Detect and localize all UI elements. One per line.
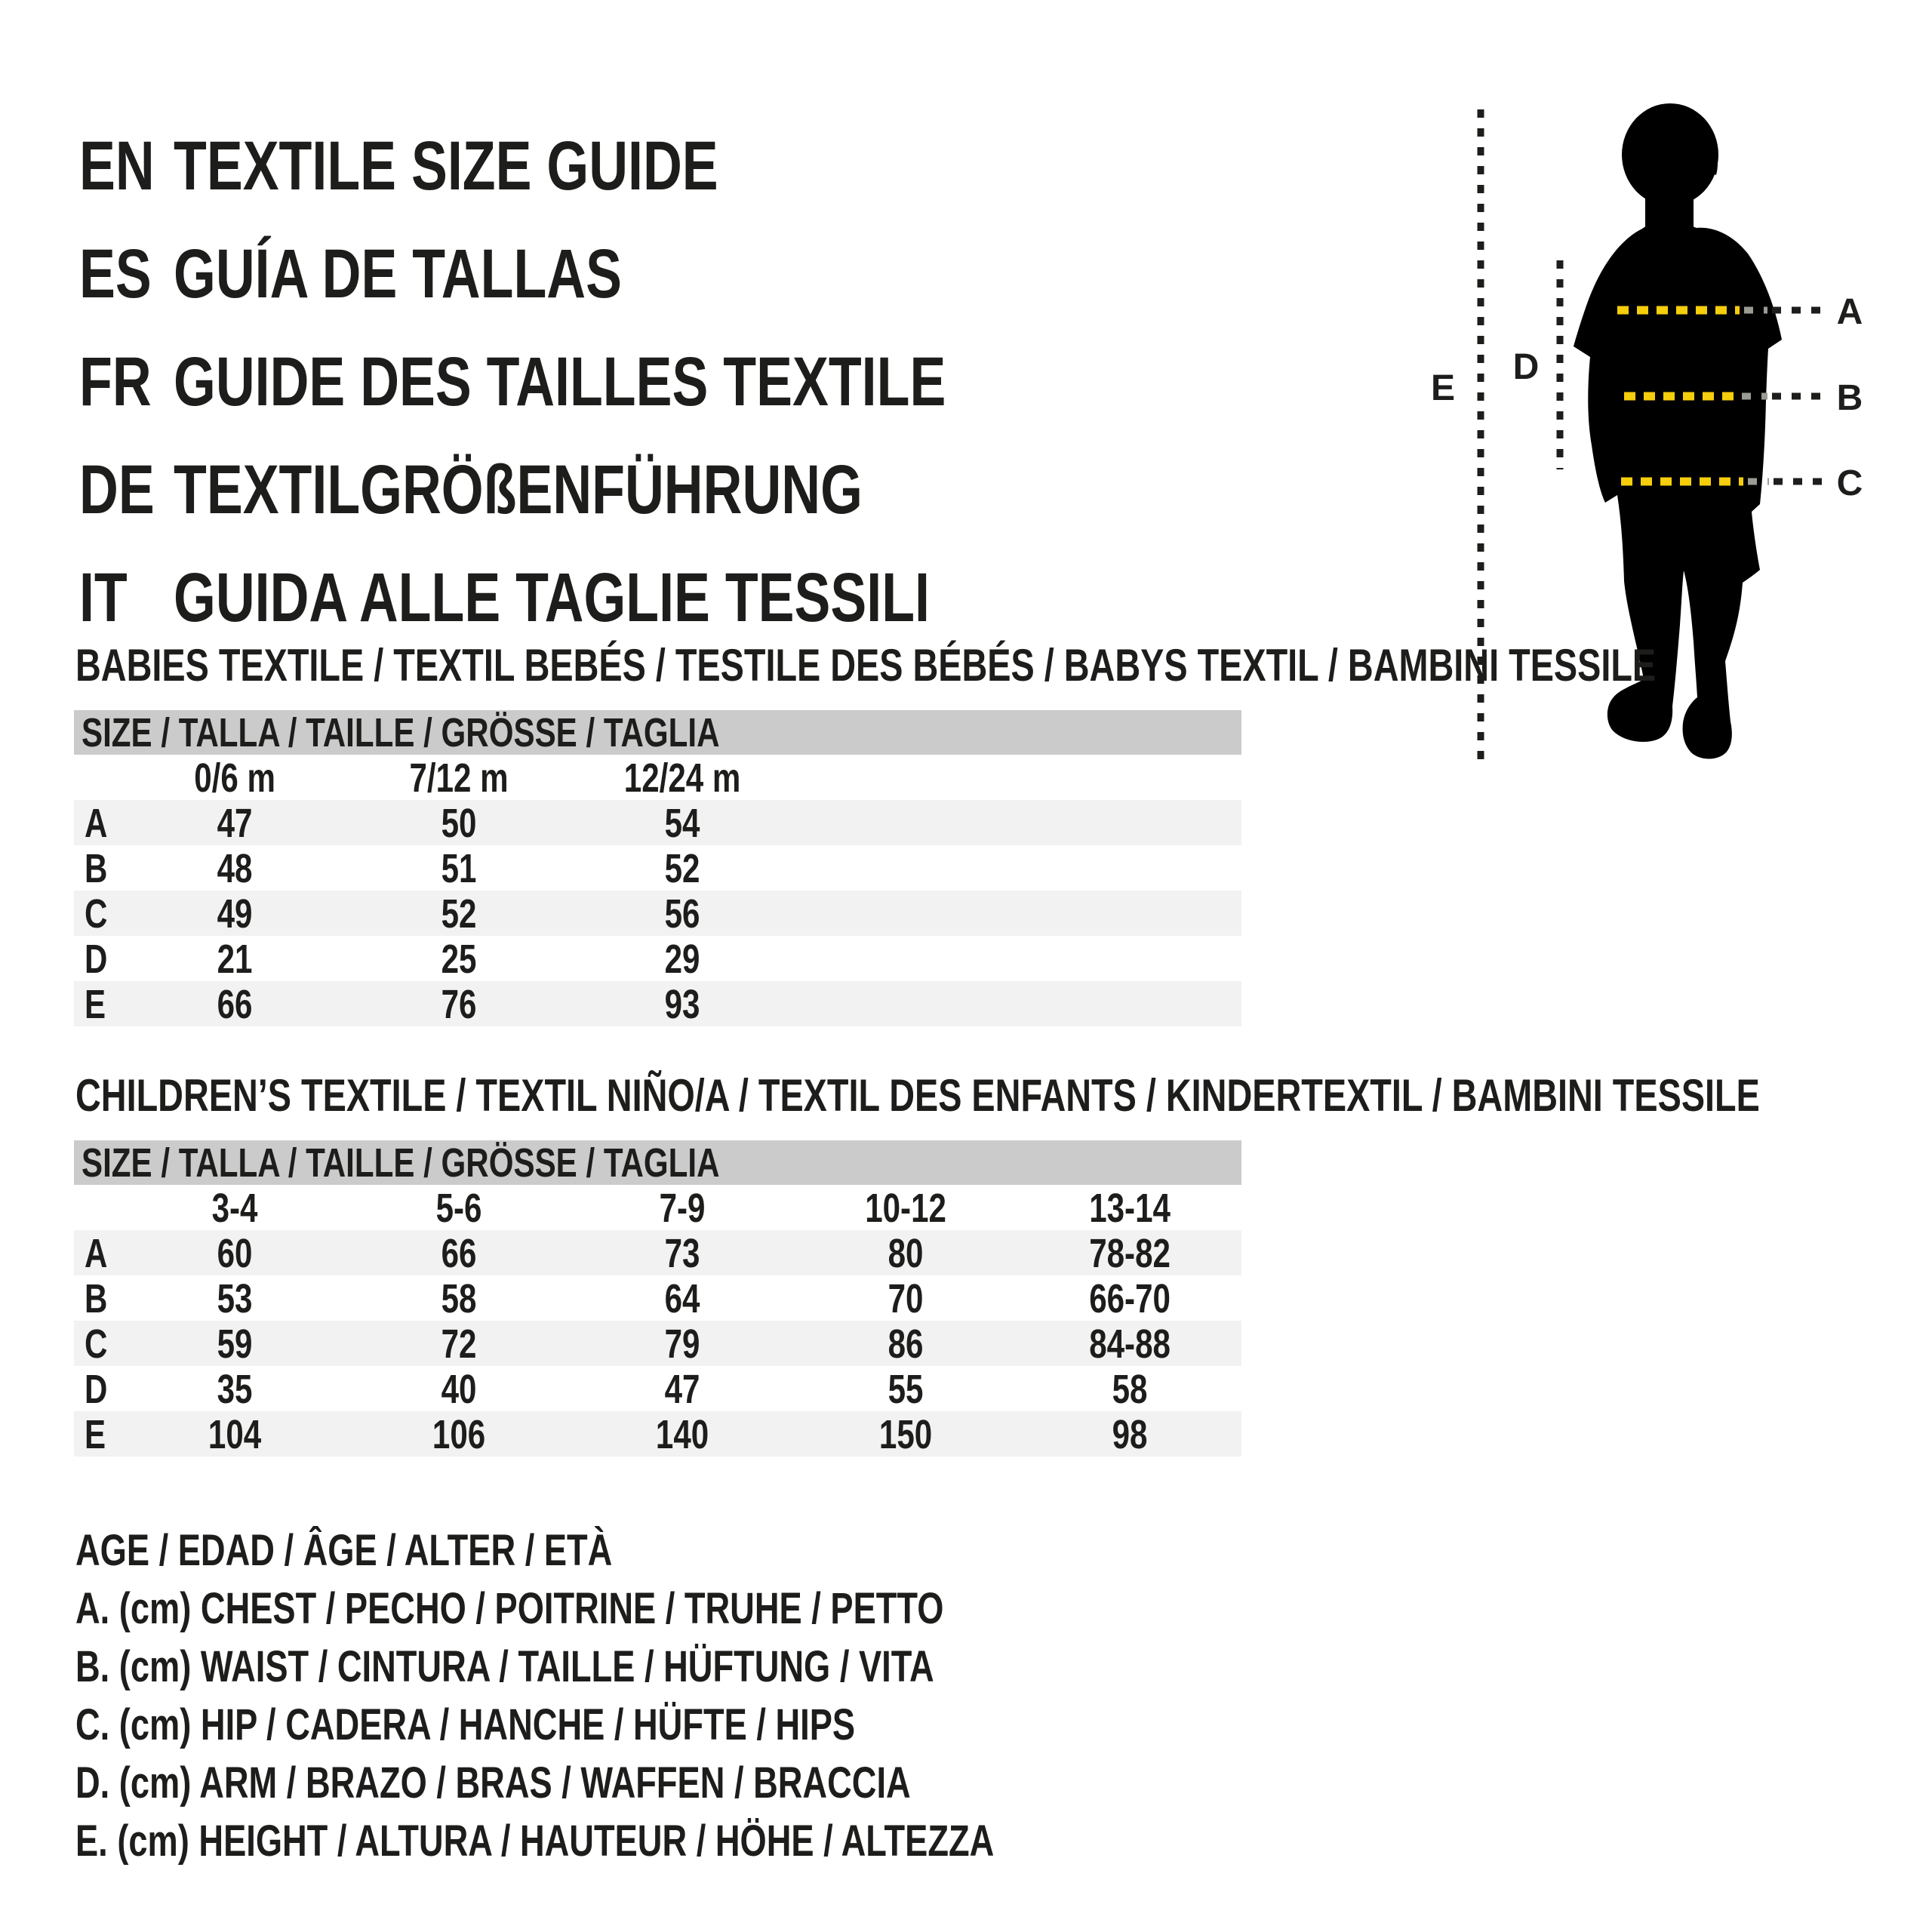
table-cell: 140 <box>655 1412 709 1457</box>
table-row <box>74 1366 1241 1411</box>
table-cell: 79 <box>664 1321 700 1367</box>
column-header: 10-12 <box>865 1186 947 1231</box>
table-cell: 80 <box>888 1231 924 1276</box>
babies-section-heading: BABIES TEXTILE / TEXTIL BEBÉS / TESTILE DES BÉBÉS / BABYS TEXTIL / BAMBINI TESSILE <box>75 640 1657 691</box>
language-row <box>79 544 1164 652</box>
table-cell: 40 <box>441 1367 477 1412</box>
legend-line-chest: A. (cm) CHEST / PECHO / POITRINE / TRUHE / PETTO <box>75 1584 944 1633</box>
row-label: E <box>85 982 106 1027</box>
column-header-row <box>74 1185 1241 1230</box>
legend-line-height: E. (cm) HEIGHT / ALTURA / HAUTEUR / HÖHE / ALTEZZA <box>75 1817 995 1866</box>
table-cell: 150 <box>879 1412 933 1457</box>
table-cell: 60 <box>217 1231 253 1276</box>
language-code: EN <box>79 128 155 205</box>
chest-label: A <box>1836 292 1863 332</box>
table-cell: 53 <box>217 1276 253 1321</box>
language-title: TEXTILE SIZE GUIDE <box>174 128 718 205</box>
children-section-heading: CHILDREN’S TEXTILE / TEXTIL NIÑO/A / TEXTIL DES ENFANTS / KINDERTEXTIL / BAMBINI TESSILE <box>75 1070 1760 1121</box>
table-cell: 54 <box>664 801 700 846</box>
table-cell: 51 <box>441 846 477 891</box>
table-cell: 93 <box>664 982 700 1027</box>
table-cell: 52 <box>441 891 477 937</box>
column-header: 3-4 <box>211 1186 258 1231</box>
table-cell: 86 <box>888 1321 924 1367</box>
table-cell: 104 <box>208 1412 262 1457</box>
legend-line-age: AGE / EDAD / ÂGE / ALTER / ETÀ <box>75 1526 613 1575</box>
language-title: GUIDE DES TAILLES TEXTILE <box>174 343 946 420</box>
column-header: 7-9 <box>659 1186 706 1231</box>
table-cell: 29 <box>664 937 700 982</box>
table-cell: 66 <box>217 982 253 1027</box>
table-row <box>74 800 1241 845</box>
table-row <box>74 936 1241 981</box>
table-cell: 21 <box>217 937 253 982</box>
column-header: 13-14 <box>1088 1186 1171 1231</box>
row-label: A <box>85 801 108 846</box>
table-cell: 98 <box>1112 1412 1148 1457</box>
table-cell: 58 <box>1112 1367 1148 1412</box>
language-row <box>79 328 1164 436</box>
arm-label: D <box>1512 347 1540 387</box>
table-row <box>74 1230 1241 1275</box>
language-row <box>79 436 1164 544</box>
row-label: B <box>85 1276 108 1321</box>
table-cell: 64 <box>664 1276 700 1321</box>
legend-line-hip: C. (cm) HIP / CADERA / HANCHE / HÜFTE / HIPS <box>75 1700 856 1749</box>
table-row <box>74 1275 1241 1321</box>
table-cell: 72 <box>441 1321 477 1367</box>
size-bar: SIZE / TALLA / TAILLE / GRÖSSE / TAGLIA <box>74 710 1241 755</box>
table-cell: 25 <box>441 937 477 982</box>
legend-line-waist: B. (cm) WAIST / CINTURA / TAILLE / HÜFTUNG / VITA <box>75 1642 934 1691</box>
language-list <box>79 112 1164 652</box>
table-cell: 35 <box>217 1367 253 1412</box>
table-row <box>74 1321 1241 1366</box>
table-cell: 52 <box>664 846 700 891</box>
height-label: E <box>1430 368 1456 408</box>
table-cell: 58 <box>441 1276 477 1321</box>
table-cell: 47 <box>664 1367 700 1412</box>
row-label: A <box>85 1231 108 1276</box>
row-label: B <box>85 846 108 891</box>
language-code: ES <box>79 235 152 312</box>
row-label: C <box>85 891 108 937</box>
row-label: D <box>85 937 108 982</box>
table-row <box>74 891 1241 936</box>
table-cell: 84-88 <box>1088 1321 1171 1367</box>
language-code: DE <box>79 451 155 528</box>
column-header: 12/24 m <box>623 755 741 801</box>
table-cell: 78-82 <box>1088 1231 1171 1276</box>
size-bar: SIZE / TALLA / TAILLE / GRÖSSE / TAGLIA <box>74 1140 1241 1185</box>
table-cell: 66-70 <box>1088 1276 1171 1321</box>
table-cell: 47 <box>217 801 253 846</box>
language-code: FR <box>79 343 152 420</box>
table-cell: 56 <box>664 891 700 937</box>
table-cell: 66 <box>441 1231 477 1276</box>
table-cell: 73 <box>664 1231 700 1276</box>
language-title: TEXTILGRÖßENFÜHRUNG <box>174 451 863 528</box>
language-code: IT <box>79 559 128 636</box>
row-label: E <box>85 1412 106 1457</box>
language-row <box>79 220 1164 328</box>
table-cell: 50 <box>441 801 477 846</box>
table-row <box>74 1411 1241 1457</box>
column-header: 5-6 <box>435 1186 482 1231</box>
table-cell: 48 <box>217 846 253 891</box>
waist-label: B <box>1836 378 1863 418</box>
language-title: GUIDA ALLE TAGLIE TESSILI <box>174 559 930 636</box>
table-row <box>74 845 1241 891</box>
language-title: GUÍA DE TALLAS <box>174 235 622 312</box>
children-size-table <box>74 1140 1241 1457</box>
legend-line-arm: D. (cm) ARM / BRAZO / BRAS / WAFFEN / BRACCIA <box>75 1758 911 1807</box>
table-cell: 59 <box>217 1321 253 1367</box>
table-row <box>74 981 1241 1026</box>
row-label: C <box>85 1321 108 1367</box>
row-label: D <box>85 1367 108 1412</box>
column-header-row <box>74 755 1241 800</box>
language-row <box>79 112 1164 220</box>
column-header: 0/6 m <box>194 755 276 801</box>
hip-label: C <box>1836 463 1863 503</box>
table-cell: 55 <box>888 1367 924 1412</box>
table-cell: 49 <box>217 891 253 937</box>
table-cell: 76 <box>441 982 477 1027</box>
babies-size-table <box>74 710 1241 1026</box>
column-header: 7/12 m <box>409 755 509 801</box>
table-cell: 106 <box>432 1412 485 1457</box>
table-cell: 70 <box>888 1276 924 1321</box>
measurement-legend <box>75 1521 1254 1870</box>
